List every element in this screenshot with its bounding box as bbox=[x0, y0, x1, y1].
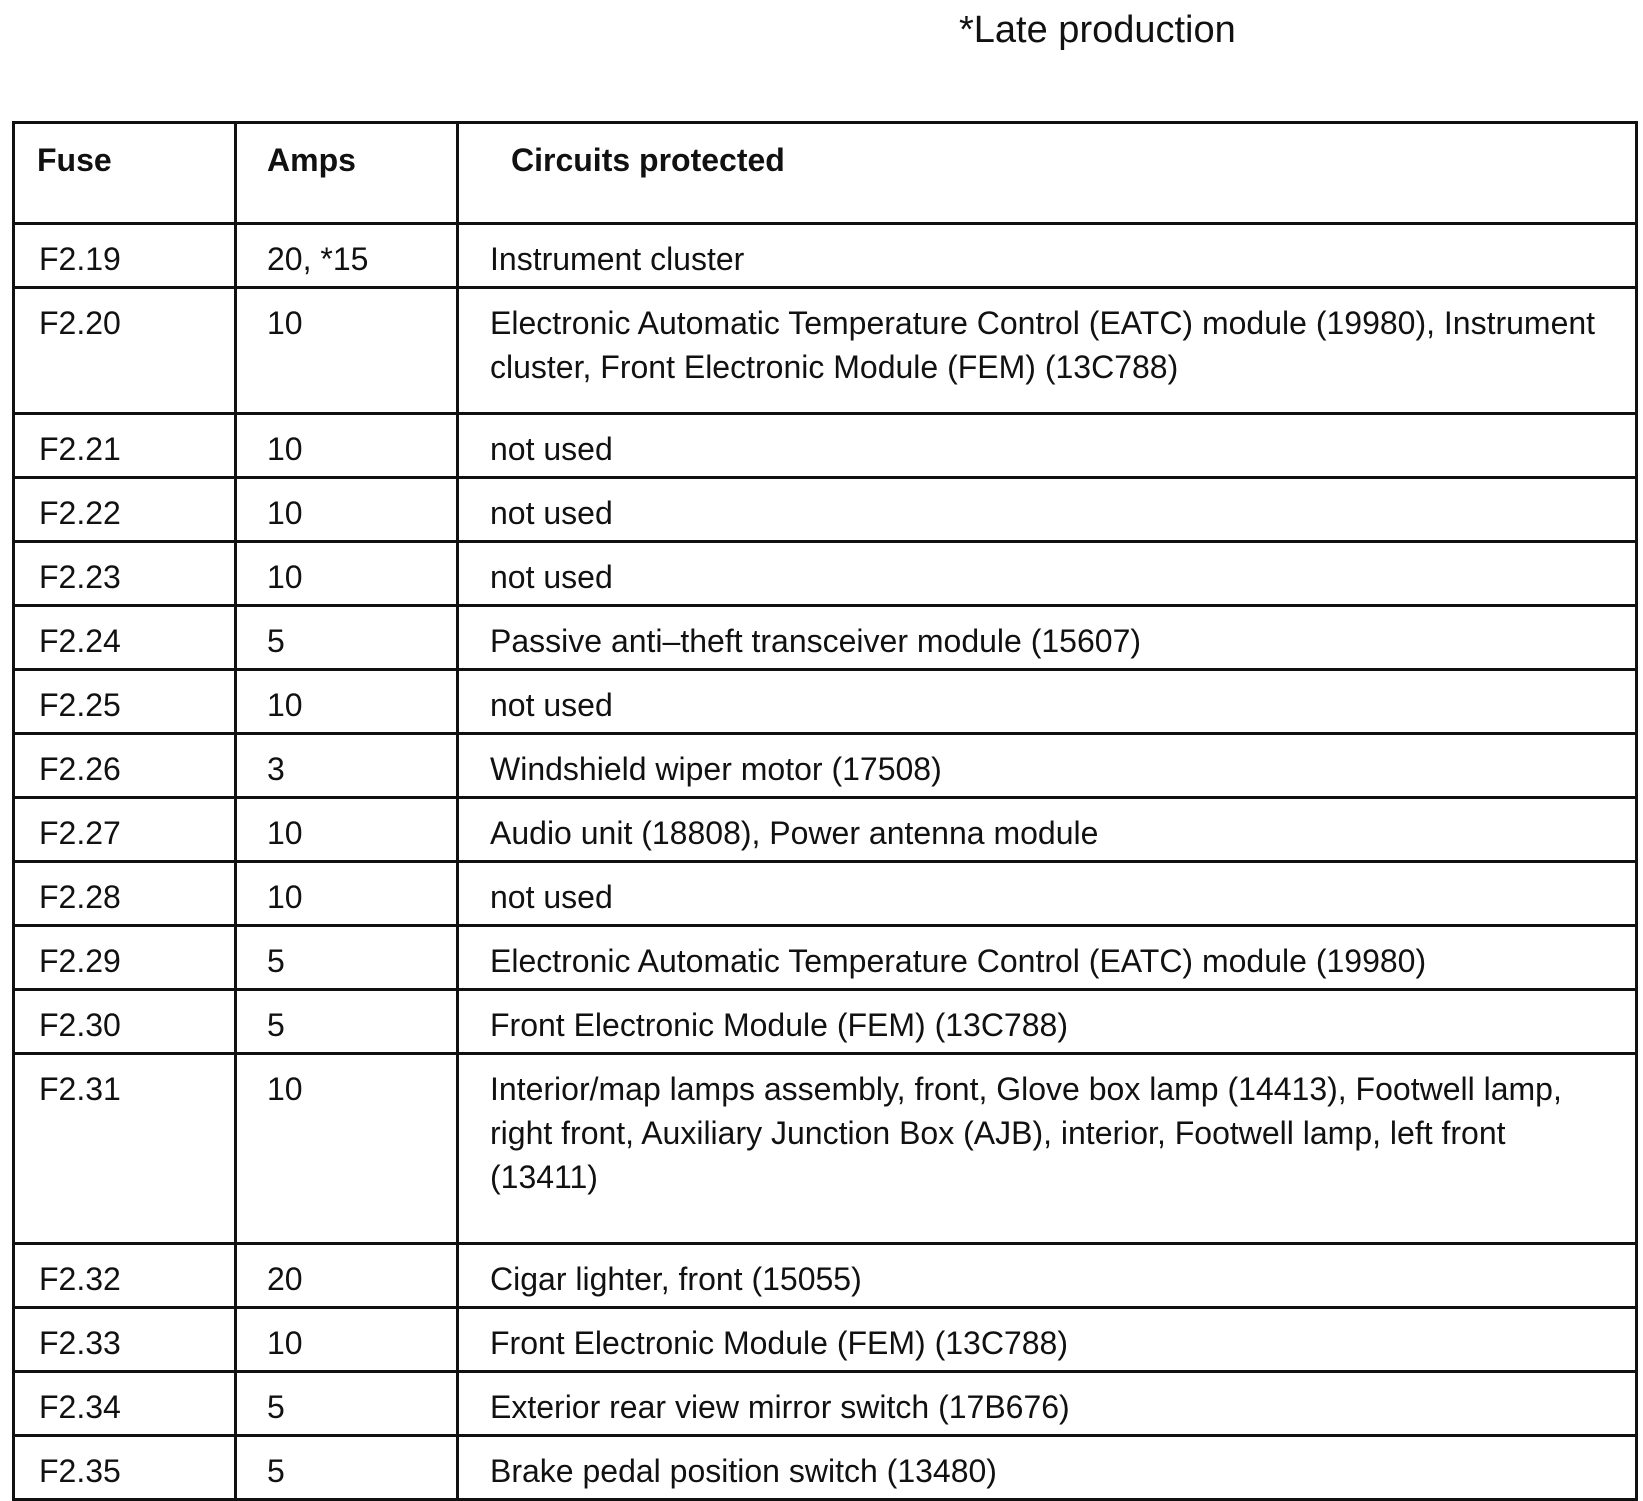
late-production-note: *Late production bbox=[959, 9, 1236, 51]
fuse-cell: F2.33 bbox=[14, 1308, 236, 1372]
circuits-cell: Electronic Automatic Temperature Control (EATC) module (19980), Instrument cluster, Front Electronic Module (FEM) (13C788) bbox=[458, 288, 1637, 414]
amps-cell: 10 bbox=[236, 1054, 458, 1244]
table-row bbox=[14, 670, 1637, 734]
circuits-cell: Windshield wiper motor (17508) bbox=[458, 734, 1637, 798]
amps-cell: 5 bbox=[236, 606, 458, 670]
amps-cell: 10 bbox=[236, 288, 458, 414]
fuse-cell: F2.24 bbox=[14, 606, 236, 670]
table-row bbox=[14, 414, 1637, 478]
circuits-cell: Interior/map lamps assembly, front, Glove box lamp (14413), Footwell lamp, right front, Auxiliary Junction Box (AJB), interior, Footwell lamp, left front (13411) bbox=[458, 1054, 1637, 1244]
fuse-cell: F2.23 bbox=[14, 542, 236, 606]
table-row bbox=[14, 478, 1637, 542]
fuse-cell: F2.30 bbox=[14, 990, 236, 1054]
header-fuse: Fuse bbox=[14, 123, 236, 224]
amps-cell: 10 bbox=[236, 798, 458, 862]
circuits-cell: Passive anti–theft transceiver module (15607) bbox=[458, 606, 1637, 670]
circuits-cell: not used bbox=[458, 542, 1637, 606]
amps-cell: 10 bbox=[236, 670, 458, 734]
circuits-cell: Cigar lighter, front (15055) bbox=[458, 1244, 1637, 1308]
fuse-cell: F2.29 bbox=[14, 926, 236, 990]
fuse-cell: F2.32 bbox=[14, 1244, 236, 1308]
table-row bbox=[14, 734, 1637, 798]
fuse-cell: F2.22 bbox=[14, 478, 236, 542]
amps-cell: 3 bbox=[236, 734, 458, 798]
amps-cell: 10 bbox=[236, 414, 458, 478]
circuits-cell: not used bbox=[458, 670, 1637, 734]
amps-cell: 20, *15 bbox=[236, 224, 458, 288]
table-row bbox=[14, 1054, 1637, 1244]
table-row bbox=[14, 288, 1637, 414]
fuse-cell: F2.20 bbox=[14, 288, 236, 414]
fuse-cell: F2.25 bbox=[14, 670, 236, 734]
amps-cell: 5 bbox=[236, 990, 458, 1054]
fuse-cell: F2.26 bbox=[14, 734, 236, 798]
fuse-cell: F2.31 bbox=[14, 1054, 236, 1244]
fuse-cell: F2.28 bbox=[14, 862, 236, 926]
table-row bbox=[14, 1308, 1637, 1372]
table-row bbox=[14, 990, 1637, 1054]
amps-cell: 20 bbox=[236, 1244, 458, 1308]
circuits-cell: not used bbox=[458, 478, 1637, 542]
table-row bbox=[14, 224, 1637, 288]
fuse-table bbox=[12, 121, 1638, 1501]
fuse-cell: F2.34 bbox=[14, 1372, 236, 1436]
circuits-cell: not used bbox=[458, 862, 1637, 926]
circuits-cell: Exterior rear view mirror switch (17B676) bbox=[458, 1372, 1637, 1436]
circuits-cell: Brake pedal position switch (13480) bbox=[458, 1436, 1637, 1500]
amps-cell: 5 bbox=[236, 926, 458, 990]
circuits-cell: not used bbox=[458, 414, 1637, 478]
circuits-cell: Instrument cluster bbox=[458, 224, 1637, 288]
amps-cell: 10 bbox=[236, 478, 458, 542]
amps-cell: 10 bbox=[236, 1308, 458, 1372]
amps-cell: 10 bbox=[236, 862, 458, 926]
header-amps: Amps bbox=[236, 123, 458, 224]
circuits-cell: Audio unit (18808), Power antenna module bbox=[458, 798, 1637, 862]
header-circuits: Circuits protected bbox=[458, 123, 1637, 224]
amps-cell: 10 bbox=[236, 542, 458, 606]
amps-cell: 5 bbox=[236, 1436, 458, 1500]
fuse-cell: F2.35 bbox=[14, 1436, 236, 1500]
table-row bbox=[14, 862, 1637, 926]
table-row bbox=[14, 798, 1637, 862]
table-row bbox=[14, 1244, 1637, 1308]
table-row bbox=[14, 1372, 1637, 1436]
fuse-cell: F2.21 bbox=[14, 414, 236, 478]
table-row bbox=[14, 926, 1637, 990]
fuse-cell: F2.27 bbox=[14, 798, 236, 862]
table-header-row bbox=[14, 123, 1637, 224]
circuits-cell: Front Electronic Module (FEM) (13C788) bbox=[458, 990, 1637, 1054]
amps-cell: 5 bbox=[236, 1372, 458, 1436]
circuits-cell: Front Electronic Module (FEM) (13C788) bbox=[458, 1308, 1637, 1372]
fuse-cell: F2.19 bbox=[14, 224, 236, 288]
circuits-cell: Electronic Automatic Temperature Control (EATC) module (19980) bbox=[458, 926, 1637, 990]
table-row bbox=[14, 606, 1637, 670]
table-row bbox=[14, 542, 1637, 606]
table-row bbox=[14, 1436, 1637, 1500]
